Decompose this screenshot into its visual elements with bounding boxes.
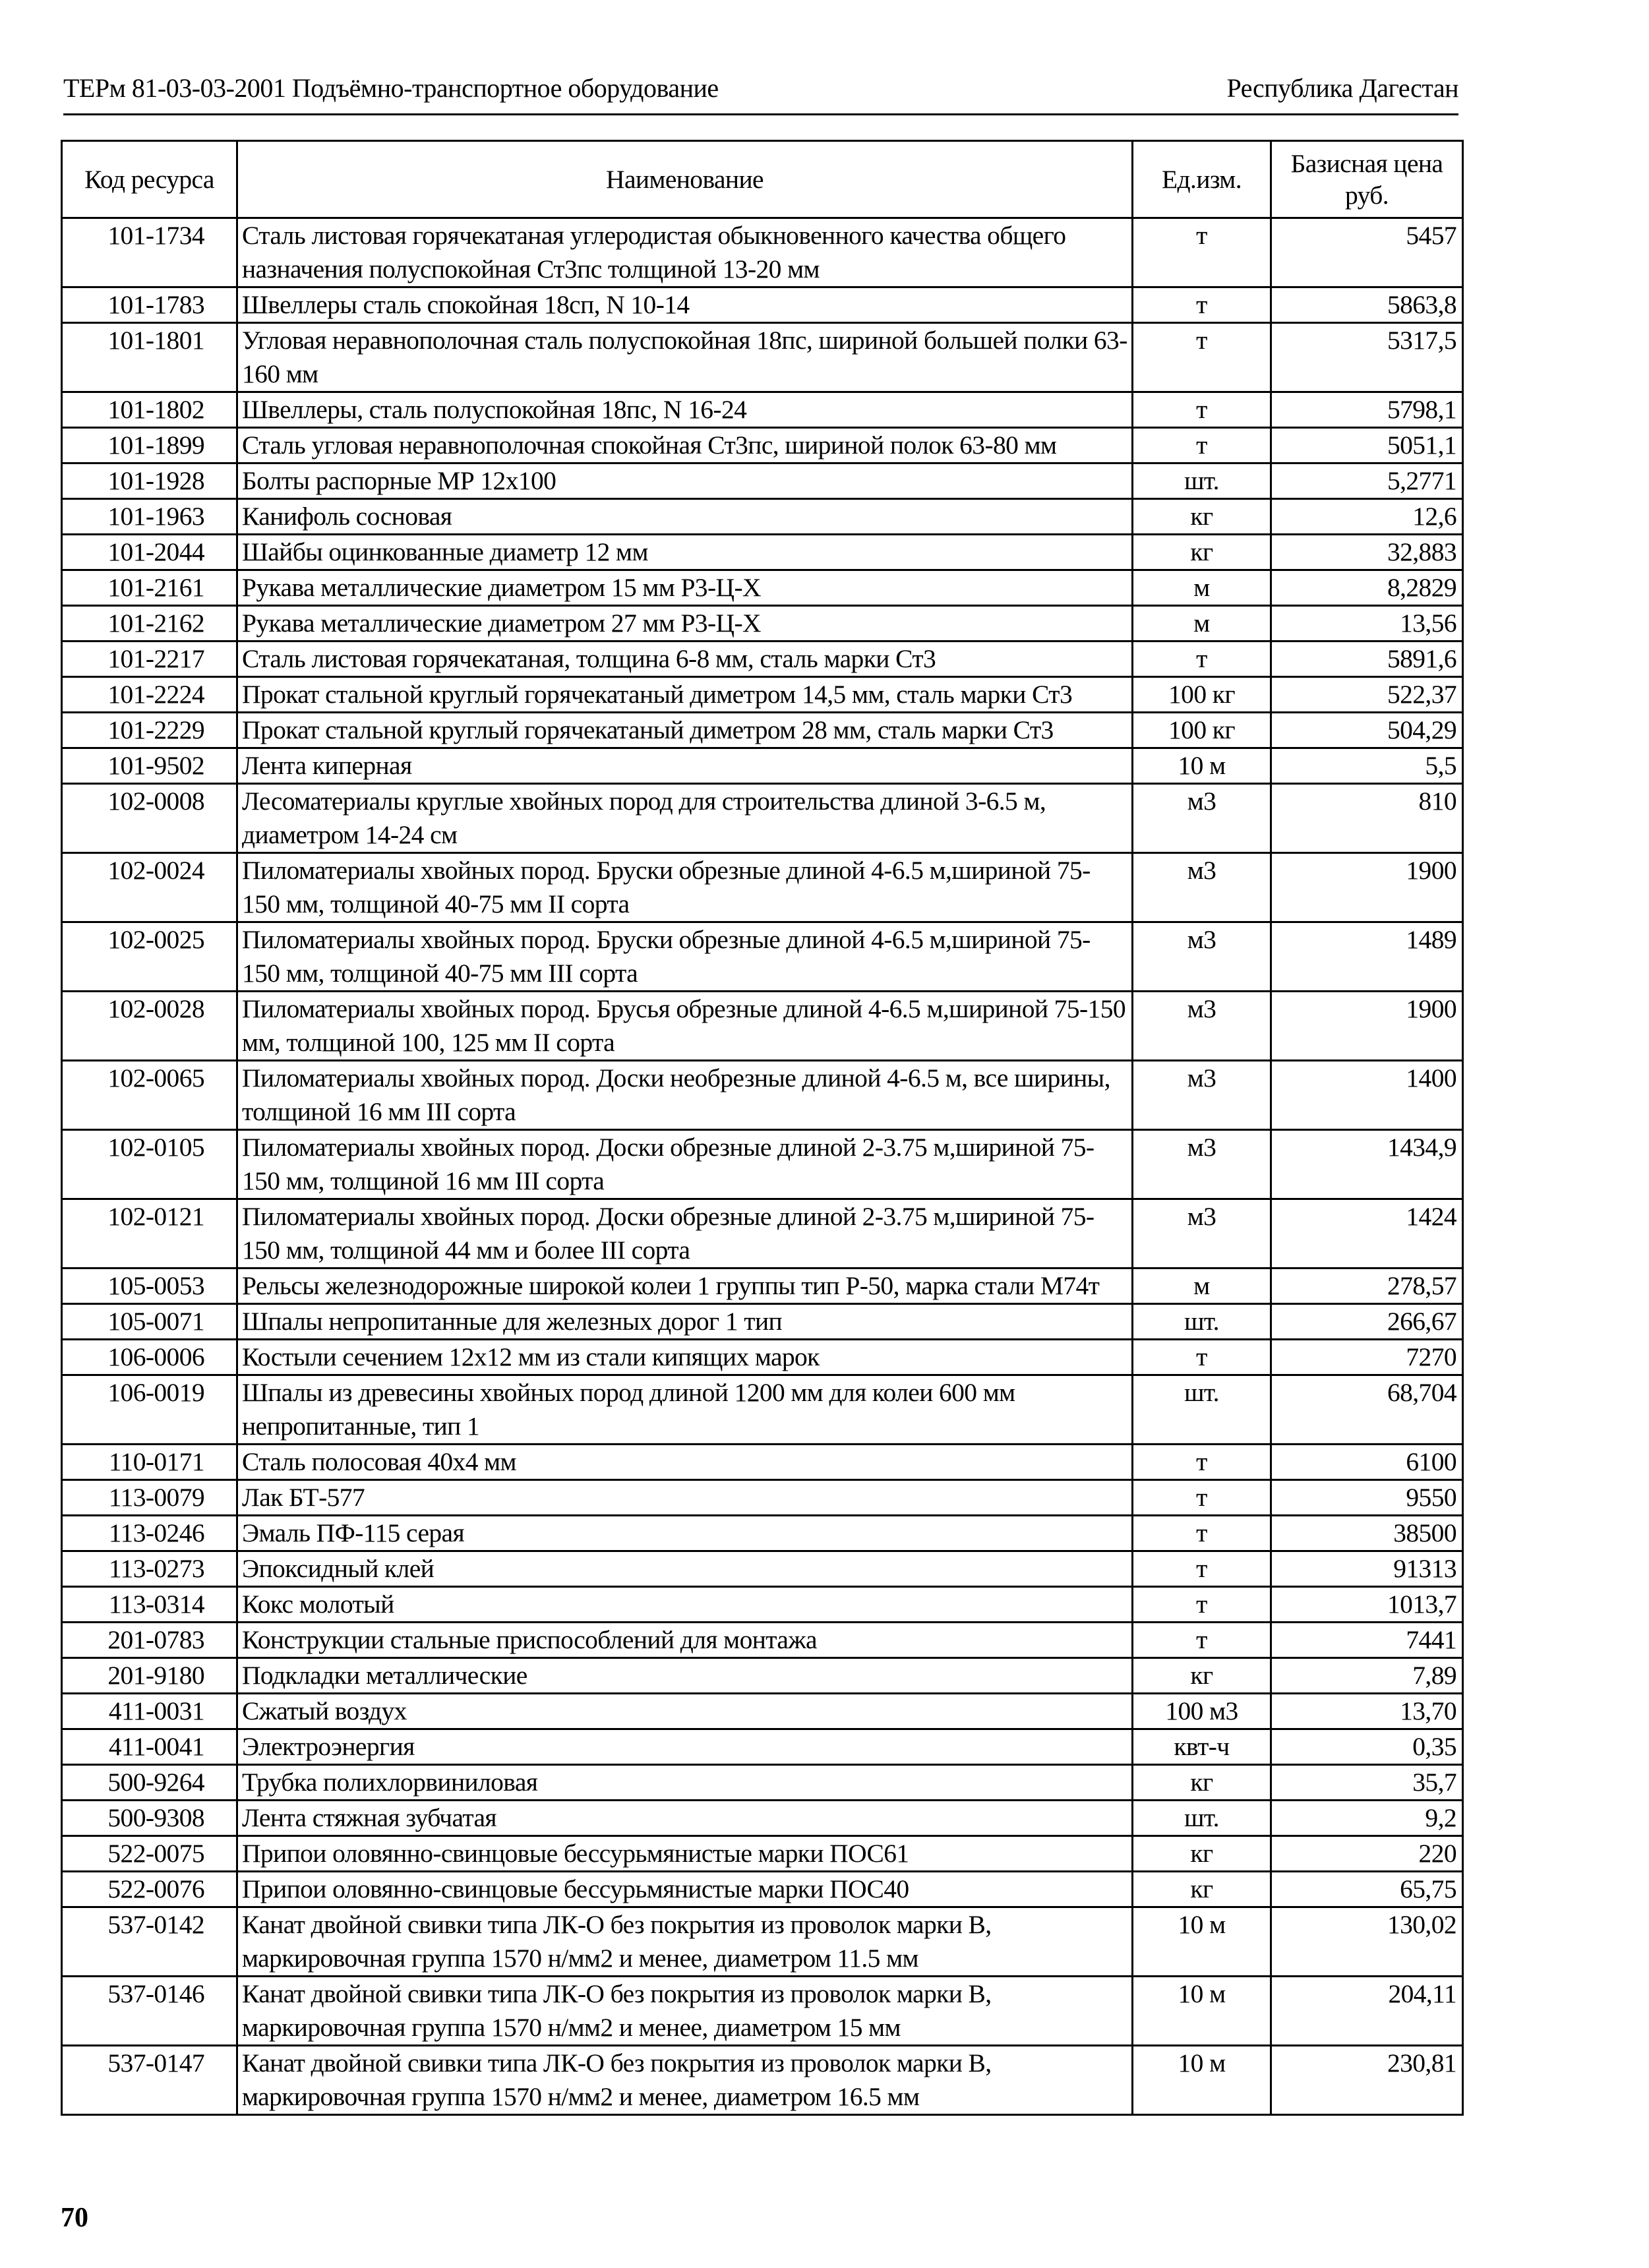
resource-code-cell: 105-0071 — [62, 1304, 237, 1340]
price-cell: 5317,5 — [1271, 323, 1463, 392]
price-cell: 6100 — [1271, 1445, 1463, 1480]
resource-code-cell: 101-2044 — [62, 535, 237, 570]
resource-code-cell: 101-2161 — [62, 570, 237, 606]
resource-name-cell: Канат двойной свивки типа ЛК-О без покрытия из проволок марки В, маркировочная группа 1570 н/мм2 и менее, диаметром 11.5 мм — [237, 1907, 1133, 1977]
resource-code-cell: 101-1801 — [62, 323, 237, 392]
price-cell: 220 — [1271, 1836, 1463, 1872]
resource-code-cell: 101-1928 — [62, 463, 237, 499]
price-cell: 9550 — [1271, 1480, 1463, 1516]
unit-cell: м3 — [1133, 853, 1271, 922]
price-cell: 13,70 — [1271, 1694, 1463, 1729]
resource-code-cell: 537-0147 — [62, 2046, 237, 2115]
table-row — [62, 748, 1463, 784]
resource-name-cell: Сталь листовая горячекатаная углеродистая обыкновенного качества общего назначения полуспокойная Ст3пс толщиной 13-20 мм — [237, 218, 1133, 287]
unit-cell: кг — [1133, 1872, 1271, 1907]
resource-name-cell: Пиломатериалы хвойных пород. Бруски обрезные длиной 4-6.5 м,шириной 75-150 мм, толщиной 40-75 мм III сорта — [237, 922, 1133, 992]
unit-cell: м3 — [1133, 922, 1271, 992]
price-cell: 5457 — [1271, 218, 1463, 287]
resource-name-cell: Рукава металлические диаметром 15 мм Р3-Ц-Х — [237, 570, 1133, 606]
price-cell: 7441 — [1271, 1623, 1463, 1658]
unit-cell: т — [1133, 1445, 1271, 1480]
resource-name-cell: Припои оловянно-свинцовые бессурьмянистые марки ПОС61 — [237, 1836, 1133, 1872]
resource-code-cell: 106-0006 — [62, 1340, 237, 1375]
resource-name-cell: Костыли сечением 12х12 мм из стали кипящих марок — [237, 1340, 1133, 1375]
table-row — [62, 463, 1463, 499]
resource-name-cell: Кокс молотый — [237, 1587, 1133, 1623]
resource-name-cell: Подкладки металлические — [237, 1658, 1133, 1694]
table-row — [62, 1801, 1463, 1836]
resource-name-cell: Прокат стальной круглый горячекатаный диметром 28 мм, сталь марки Ст3 — [237, 713, 1133, 748]
table-row — [62, 1977, 1463, 2046]
price-cell: 5798,1 — [1271, 392, 1463, 428]
column-header-name: Наименование — [237, 141, 1133, 218]
price-cell: 130,02 — [1271, 1907, 1463, 1977]
resource-name-cell: Пиломатериалы хвойных пород. Доски обрезные длиной 2-3.75 м,шириной 75-150 мм, толщиной 44 мм и более III сорта — [237, 1199, 1133, 1268]
table-row — [62, 1445, 1463, 1480]
table-row — [62, 1130, 1463, 1199]
page-header — [63, 73, 1458, 109]
table-row — [62, 1907, 1463, 1977]
resource-code-cell: 102-0028 — [62, 992, 237, 1061]
resource-code-cell: 102-0008 — [62, 784, 237, 853]
table-row — [62, 1587, 1463, 1623]
resource-name-cell: Эпоксидный клей — [237, 1551, 1133, 1587]
table-row — [62, 287, 1463, 323]
price-cell: 7270 — [1271, 1340, 1463, 1375]
price-cell: 5863,8 — [1271, 287, 1463, 323]
table-row — [62, 853, 1463, 922]
table-row — [62, 606, 1463, 642]
unit-cell: 10 м — [1133, 2046, 1271, 2115]
table-row — [62, 535, 1463, 570]
resource-name-cell: Лента киперная — [237, 748, 1133, 784]
resource-name-cell: Пиломатериалы хвойных пород. Доски необрезные длиной 4-6.5 м, все ширины, толщиной 16 мм III сорта — [237, 1061, 1133, 1130]
price-cell: 522,37 — [1271, 677, 1463, 713]
resource-name-cell: Швеллеры, сталь полуспокойная 18пс, N 16-24 — [237, 392, 1133, 428]
table-row — [62, 642, 1463, 677]
price-cell: 5,5 — [1271, 748, 1463, 784]
resource-name-cell: Сталь полосовая 40х4 мм — [237, 1445, 1133, 1480]
resource-code-cell: 101-1963 — [62, 499, 237, 535]
table-row — [62, 1658, 1463, 1694]
resource-code-cell: 537-0142 — [62, 1907, 237, 1977]
page-number: 70 — [61, 2203, 88, 2233]
unit-cell: кг — [1133, 535, 1271, 570]
resource-code-cell: 101-2162 — [62, 606, 237, 642]
unit-cell: м3 — [1133, 992, 1271, 1061]
resource-name-cell: Канат двойной свивки типа ЛК-О без покрытия из проволок марки В, маркировочная группа 1570 н/мм2 и менее, диаметром 15 мм — [237, 1977, 1133, 2046]
price-cell: 0,35 — [1271, 1729, 1463, 1765]
price-cell: 266,67 — [1271, 1304, 1463, 1340]
price-cell: 204,11 — [1271, 1977, 1463, 2046]
resource-name-cell: Шпалы непропитанные для железных дорог 1 тип — [237, 1304, 1133, 1340]
table-row — [62, 677, 1463, 713]
resource-code-cell: 101-1899 — [62, 428, 237, 463]
price-cell: 278,57 — [1271, 1268, 1463, 1304]
unit-cell: т — [1133, 1340, 1271, 1375]
unit-cell: кг — [1133, 1658, 1271, 1694]
resource-code-cell: 101-1802 — [62, 392, 237, 428]
resource-code-cell: 201-0783 — [62, 1623, 237, 1658]
table-row — [62, 1061, 1463, 1130]
resource-code-cell: 411-0031 — [62, 1694, 237, 1729]
resource-code-cell: 113-0079 — [62, 1480, 237, 1516]
price-cell: 504,29 — [1271, 713, 1463, 748]
price-cell: 1900 — [1271, 853, 1463, 922]
unit-cell: 10 м — [1133, 1977, 1271, 2046]
resource-code-cell: 500-9264 — [62, 1765, 237, 1801]
resource-code-cell: 411-0041 — [62, 1729, 237, 1765]
resource-name-cell: Лак БТ-577 — [237, 1480, 1133, 1516]
resource-code-cell: 101-2229 — [62, 713, 237, 748]
table-row — [62, 1375, 1463, 1445]
table-row — [62, 784, 1463, 853]
resource-code-cell: 102-0065 — [62, 1061, 237, 1130]
table-row — [62, 323, 1463, 392]
price-cell: 810 — [1271, 784, 1463, 853]
price-cell: 1400 — [1271, 1061, 1463, 1130]
resource-code-cell: 201-9180 — [62, 1658, 237, 1694]
table-row — [62, 1199, 1463, 1268]
price-cell: 9,2 — [1271, 1801, 1463, 1836]
resource-code-cell: 102-0121 — [62, 1199, 237, 1268]
unit-cell: т — [1133, 642, 1271, 677]
resource-price-table — [61, 140, 1464, 2116]
resource-code-cell: 101-2217 — [62, 642, 237, 677]
unit-cell: м3 — [1133, 1061, 1271, 1130]
table-row — [62, 1340, 1463, 1375]
price-cell: 1434,9 — [1271, 1130, 1463, 1199]
resource-name-cell: Пиломатериалы хвойных пород. Бруски обрезные длиной 4-6.5 м,шириной 75-150 мм, толщиной 40-75 мм II сорта — [237, 853, 1133, 922]
price-cell: 1900 — [1271, 992, 1463, 1061]
resource-name-cell: Швеллеры сталь спокойная 18сп, N 10-14 — [237, 287, 1133, 323]
resource-code-cell: 105-0053 — [62, 1268, 237, 1304]
unit-cell: 10 м — [1133, 1907, 1271, 1977]
resource-code-cell: 101-1783 — [62, 287, 237, 323]
unit-cell: м3 — [1133, 1130, 1271, 1199]
table-row — [62, 1872, 1463, 1907]
unit-cell: шт. — [1133, 1304, 1271, 1340]
unit-cell: т — [1133, 392, 1271, 428]
resource-name-cell: Сжатый воздух — [237, 1694, 1133, 1729]
resource-code-cell: 113-0273 — [62, 1551, 237, 1587]
unit-cell: кг — [1133, 1836, 1271, 1872]
resource-name-cell: Канифоль сосновая — [237, 499, 1133, 535]
resource-code-cell: 101-2224 — [62, 677, 237, 713]
column-header-unit: Ед.изм. — [1133, 141, 1271, 218]
table-row — [62, 1765, 1463, 1801]
unit-cell: т — [1133, 1480, 1271, 1516]
column-header-price: Базисная цена руб. — [1271, 141, 1463, 218]
table-row — [62, 1480, 1463, 1516]
resource-code-cell: 500-9308 — [62, 1801, 237, 1836]
resource-name-cell: Пиломатериалы хвойных пород. Доски обрезные длиной 2-3.75 м,шириной 75-150 мм, толщиной 16 мм III сорта — [237, 1130, 1133, 1199]
document-title: ТЕРм 81-03-03-2001 Подъёмно-транспортное оборудование — [63, 73, 719, 103]
resource-name-cell: Электроэнергия — [237, 1729, 1133, 1765]
region-name: Республика Дагестан — [1226, 73, 1458, 103]
price-cell: 5891,6 — [1271, 642, 1463, 677]
unit-cell: т — [1133, 323, 1271, 392]
table-row — [62, 392, 1463, 428]
table-row — [62, 992, 1463, 1061]
resource-name-cell: Припои оловянно-свинцовые бессурьмянистые марки ПОС40 — [237, 1872, 1133, 1907]
price-cell: 5,2771 — [1271, 463, 1463, 499]
unit-cell: шт. — [1133, 1375, 1271, 1445]
resource-name-cell: Шайбы оцинкованные диаметр 12 мм — [237, 535, 1133, 570]
unit-cell: 10 м — [1133, 748, 1271, 784]
table-row — [62, 1694, 1463, 1729]
table-header-row — [62, 141, 1463, 218]
resource-code-cell: 522-0076 — [62, 1872, 237, 1907]
resource-name-cell: Прокат стальной круглый горячекатаный диметром 14,5 мм, сталь марки Ст3 — [237, 677, 1133, 713]
resource-name-cell: Сталь угловая неравнополочная спокойная Ст3пс, шириной полок 63-80 мм — [237, 428, 1133, 463]
table-row — [62, 1268, 1463, 1304]
resource-name-cell: Шпалы из древесины хвойных пород длиной 1200 мм для колеи 600 мм непропитанные, тип 1 — [237, 1375, 1133, 1445]
price-cell: 68,704 — [1271, 1375, 1463, 1445]
resource-code-cell: 522-0075 — [62, 1836, 237, 1872]
resource-name-cell: Лента стяжная зубчатая — [237, 1801, 1133, 1836]
resource-name-cell: Трубка полихлорвиниловая — [237, 1765, 1133, 1801]
resource-code-cell: 113-0314 — [62, 1587, 237, 1623]
unit-cell: м — [1133, 606, 1271, 642]
unit-cell: шт. — [1133, 463, 1271, 499]
table-row — [62, 1516, 1463, 1551]
column-header-code: Код ресурса — [62, 141, 237, 218]
unit-cell: м — [1133, 1268, 1271, 1304]
unit-cell: шт. — [1133, 1801, 1271, 1836]
price-cell: 7,89 — [1271, 1658, 1463, 1694]
resource-code-cell: 537-0146 — [62, 1977, 237, 2046]
table-row — [62, 499, 1463, 535]
price-cell: 38500 — [1271, 1516, 1463, 1551]
unit-cell: т — [1133, 1516, 1271, 1551]
resource-name-cell: Болты распорные МР 12х100 — [237, 463, 1133, 499]
price-cell: 12,6 — [1271, 499, 1463, 535]
unit-cell: т — [1133, 218, 1271, 287]
price-cell: 8,2829 — [1271, 570, 1463, 606]
unit-cell: т — [1133, 1587, 1271, 1623]
unit-cell: м3 — [1133, 784, 1271, 853]
price-cell: 1489 — [1271, 922, 1463, 992]
resource-code-cell: 101-1734 — [62, 218, 237, 287]
table-row — [62, 428, 1463, 463]
resource-name-cell: Сталь листовая горячекатаная, толщина 6-8 мм, сталь марки Ст3 — [237, 642, 1133, 677]
resource-name-cell: Пиломатериалы хвойных пород. Брусья обрезные длиной 4-6.5 м,шириной 75-150 мм, толщиной 100, 125 мм II сорта — [237, 992, 1133, 1061]
table-row — [62, 922, 1463, 992]
unit-cell: 100 кг — [1133, 713, 1271, 748]
table-row — [62, 570, 1463, 606]
unit-cell: м — [1133, 570, 1271, 606]
price-cell: 65,75 — [1271, 1872, 1463, 1907]
unit-cell: кг — [1133, 499, 1271, 535]
price-cell: 1424 — [1271, 1199, 1463, 1268]
resource-name-cell: Эмаль ПФ-115 серая — [237, 1516, 1133, 1551]
price-cell: 91313 — [1271, 1551, 1463, 1587]
resource-code-cell: 110-0171 — [62, 1445, 237, 1480]
unit-cell: 100 кг — [1133, 677, 1271, 713]
price-cell: 13,56 — [1271, 606, 1463, 642]
table-row — [62, 713, 1463, 748]
table-row — [62, 1551, 1463, 1587]
header-divider — [63, 113, 1458, 115]
table-row — [62, 218, 1463, 287]
resource-name-cell: Рукава металлические диаметром 27 мм Р3-Ц-Х — [237, 606, 1133, 642]
table-body — [62, 218, 1463, 2115]
resource-name-cell: Рельсы железнодорожные широкой колеи 1 группы тип Р-50, марка стали М74т — [237, 1268, 1133, 1304]
unit-cell: 100 м3 — [1133, 1694, 1271, 1729]
price-cell: 35,7 — [1271, 1765, 1463, 1801]
table-row — [62, 2046, 1463, 2115]
unit-cell: кг — [1133, 1765, 1271, 1801]
unit-cell: квт-ч — [1133, 1729, 1271, 1765]
price-cell: 5051,1 — [1271, 428, 1463, 463]
table-row — [62, 1729, 1463, 1765]
price-cell: 1013,7 — [1271, 1587, 1463, 1623]
unit-cell: т — [1133, 1623, 1271, 1658]
unit-cell: т — [1133, 287, 1271, 323]
resource-name-cell: Конструкции стальные приспособлений для монтажа — [237, 1623, 1133, 1658]
resource-name-cell: Канат двойной свивки типа ЛК-О без покрытия из проволок марки В, маркировочная группа 1570 н/мм2 и менее, диаметром 16.5 мм — [237, 2046, 1133, 2115]
price-cell: 32,883 — [1271, 535, 1463, 570]
resource-code-cell: 106-0019 — [62, 1375, 237, 1445]
resource-code-cell: 101-9502 — [62, 748, 237, 784]
table-row — [62, 1836, 1463, 1872]
unit-cell: т — [1133, 428, 1271, 463]
unit-cell: м3 — [1133, 1199, 1271, 1268]
resource-name-cell: Лесоматериалы круглые хвойных пород для строительства длиной 3-6.5 м, диаметром 14-24 см — [237, 784, 1133, 853]
resource-code-cell: 113-0246 — [62, 1516, 237, 1551]
resource-code-cell: 102-0024 — [62, 853, 237, 922]
unit-cell: т — [1133, 1551, 1271, 1587]
price-cell: 230,81 — [1271, 2046, 1463, 2115]
resource-code-cell: 102-0025 — [62, 922, 237, 992]
resource-code-cell: 102-0105 — [62, 1130, 237, 1199]
resource-name-cell: Угловая неравнополочная сталь полуспокойная 18пс, шириной большей полки 63-160 мм — [237, 323, 1133, 392]
table-row — [62, 1623, 1463, 1658]
table-row — [62, 1304, 1463, 1340]
